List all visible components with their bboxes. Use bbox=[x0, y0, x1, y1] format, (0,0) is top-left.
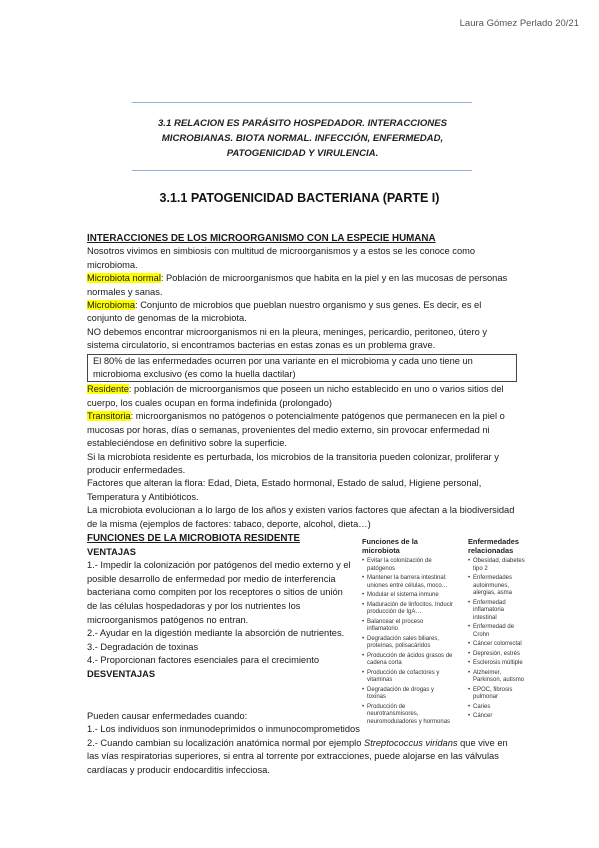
figure-function-item: • Balancear el proceso inflamatorio bbox=[362, 619, 454, 634]
desventajas-block bbox=[87, 710, 517, 777]
figure-disease-item: • Cáncer bbox=[468, 713, 528, 721]
desventajas-intro: Pueden causar enfermedades cuando: bbox=[87, 711, 248, 721]
figure-function-item: • Mantener la barrera intestinal: uniones entre células, moco… bbox=[362, 575, 454, 590]
functions-block bbox=[87, 532, 355, 682]
figure-disease-item: • Enfermedad de Crohn bbox=[468, 624, 528, 639]
chapter-title-line: PATOGENICIDAD Y VIRULENCIA. bbox=[226, 148, 379, 159]
figure-function-item: • Producción de ácidos grasos de cadena corta bbox=[362, 653, 454, 668]
ventaja-item: 2.- Ayudar en la digestión mediante la absorción de nutrientes. bbox=[87, 628, 345, 639]
intro-paragraph: Nosotros vivimos en simbiosis con multitud de microorganismos y a estos se les conoce como microbioma. bbox=[87, 246, 476, 270]
interactions-heading: INTERACCIONES DE LOS MICROORGANISMO CON LA ESPECIE HUMANA bbox=[87, 233, 436, 244]
residente-text: : población de microorganismos que poseen un nicho establecido en uno o varios sitios del cuerpo, los cuales ocupan en forma indefinida (prolongado) bbox=[87, 384, 504, 408]
microbioma-text: : Conjunto de microbios que pueblan nuestro organismo y sus genes. Es decir, es el conjunto de genomas de la microbiota. bbox=[87, 300, 482, 324]
sterile-sites-paragraph: NO debemos encontrar microorganismos ni en la pleura, meninges, pericardio, peritoneo, útero y sistema circulatorio, si encontramos bacterias en estas zonas es un problema grave. bbox=[87, 326, 487, 351]
functions-heading: FUNCIONES DE LA MICROBIOTA RESIDENTE bbox=[87, 533, 300, 544]
figure-functions-column bbox=[362, 538, 454, 728]
ventaja-item: 3.- Degradación de toxinas bbox=[87, 641, 199, 652]
transitoria-text: : microorganismos no patógenos o potencialmente patógenos que permanecen en la piel o mucosas por horas, días o semanas, provenientes del medio externo, sin provocar enfermedad ni estableciéndose en definitivo sobre la superficie. bbox=[87, 411, 505, 449]
chapter-title bbox=[135, 116, 470, 161]
figure-function-item: • Degradación de drogas y toxinas bbox=[362, 687, 454, 702]
desventajas-label: DESVENTAJAS bbox=[87, 668, 156, 679]
perturbada-paragraph: Si la microbiota residente es perturbada, los microbios de la transitoria pueden colonizar, proliferar y producir enfermedades. bbox=[87, 451, 499, 475]
figure-disease-item: • Obesidad, diabetes tipo 2 bbox=[468, 558, 528, 573]
title-rule-bottom bbox=[132, 170, 472, 171]
figure-function-item: • Producción de cofactores y vitaminas bbox=[362, 670, 454, 685]
figure-diseases-column bbox=[468, 538, 528, 723]
figure-function-item: • Producción de neurotransmisores, neuromoduladores y hormonas bbox=[362, 704, 454, 727]
figure-disease-item: • Alzheimer, Parkinson, autismo bbox=[468, 670, 528, 685]
microbioma-definition bbox=[87, 299, 517, 326]
figure-functions-title: Funciones de la microbiota bbox=[362, 537, 418, 555]
microbiota-text: : Población de microorganismos que habita en la piel y en las mucosas de personas normales y sanas. bbox=[87, 273, 508, 297]
evolucion-paragraph: La microbiota evolucionan a lo largo de los años y existen varios factores que afectan a la biodiversidad de la misma (ejemplos de factores: tabaco, deporte, alcohol, dieta…) bbox=[87, 505, 515, 529]
microbiota-term: Microbiota normal bbox=[87, 273, 161, 284]
figure-functions-list bbox=[362, 558, 454, 726]
interactions-block bbox=[87, 232, 517, 531]
figure-disease-item: • Enfermedades autoinmunes, alergias, asma bbox=[468, 575, 528, 598]
figure-function-item: • Maduración de linfocitos. Inducir producción de IgA… bbox=[362, 602, 454, 617]
title-rule-top bbox=[132, 102, 472, 103]
ventaja-item: 1.- Impedir la colonización por patógenos del medio externo y el posible desarrollo de enfermedad por medio de interferencia bacteriana como compiten por los receptores o sitios de unión de las células hospedadoras y por los nutrientes los microorganismos patógenos no entran. bbox=[87, 560, 351, 625]
desventaja-item: 1.- Los individuos son inmunodeprimidos o inmunocomprometidos bbox=[87, 724, 360, 735]
species-name: Streptococcus viridans bbox=[364, 737, 458, 748]
figure-function-item: • Degradación sales biliares, proteínas, polisacáridos bbox=[362, 636, 454, 651]
microbioma-term: Microbioma bbox=[87, 300, 136, 311]
figure-diseases-list bbox=[468, 558, 528, 721]
desventaja-item bbox=[87, 737, 517, 777]
figure-disease-item: • Depresión, estrés bbox=[468, 651, 528, 659]
figure-disease-item: • EPOC, fibrosis pulmonar bbox=[468, 687, 528, 702]
chapter-title-line: MICROBIANAS. BIOTA NORMAL. INFECCIÓN, ENFERMEDAD, bbox=[161, 133, 444, 144]
figure-function-item: • Modular el sistema inmune bbox=[362, 592, 454, 600]
figure-disease-item: • Cáncer colorrectal bbox=[468, 641, 528, 649]
desventaja-2-text: 2.- Cuando cambian su localización anatómica normal por ejemplo bbox=[87, 737, 364, 748]
author-date-header: Laura Gómez Perlado 20/21 bbox=[459, 18, 579, 29]
highlight-box: El 80% de las enfermedades ocurren por una variante en el microbioma y cada uno tiene un microbioma exclusivo (es como la huella dactilar) bbox=[87, 354, 517, 383]
ventajas-label: VENTAJAS bbox=[87, 546, 136, 557]
section-title: 3.1.1 PATOGENICIDAD BACTERIANA (PARTE I) bbox=[159, 191, 440, 205]
figure-diseases-title: Enfermedades relacionadas bbox=[468, 537, 519, 555]
figure-disease-item: • Enfermedad inflamatoria intestinal bbox=[468, 600, 528, 623]
residente-definition bbox=[87, 383, 517, 410]
residente-term: Residente bbox=[87, 384, 129, 395]
figure-disease-item: • Caries bbox=[468, 704, 528, 712]
transitoria-term: Transitoria bbox=[87, 411, 131, 422]
transitoria-definition bbox=[87, 410, 517, 450]
figure-disease-item: • Esclerosis múltiple bbox=[468, 660, 528, 668]
figure-function-item: • Evitar la colonización de patógenos bbox=[362, 558, 454, 573]
chapter-title-line: 3.1 RELACION ES PARÁSITO HOSPEDADOR. INTERACCIONES bbox=[157, 118, 448, 129]
microbiota-definition bbox=[87, 272, 517, 299]
desventaja-2-rest: que vive en las vías respiratorias superiores, si entra al torrente por extracciones, puede alojarse en las válvulas cardíacas y producir endocarditis infecciosa. bbox=[87, 737, 508, 775]
ventaja-item: 4.- Proporcionan factores esenciales para el crecimiento bbox=[87, 655, 320, 666]
factores-paragraph: Factores que alteran la flora: Edad, Dieta, Estado hormonal, Estado de salud, Higiene personal, Temperatura y Antibióticos. bbox=[87, 478, 482, 502]
